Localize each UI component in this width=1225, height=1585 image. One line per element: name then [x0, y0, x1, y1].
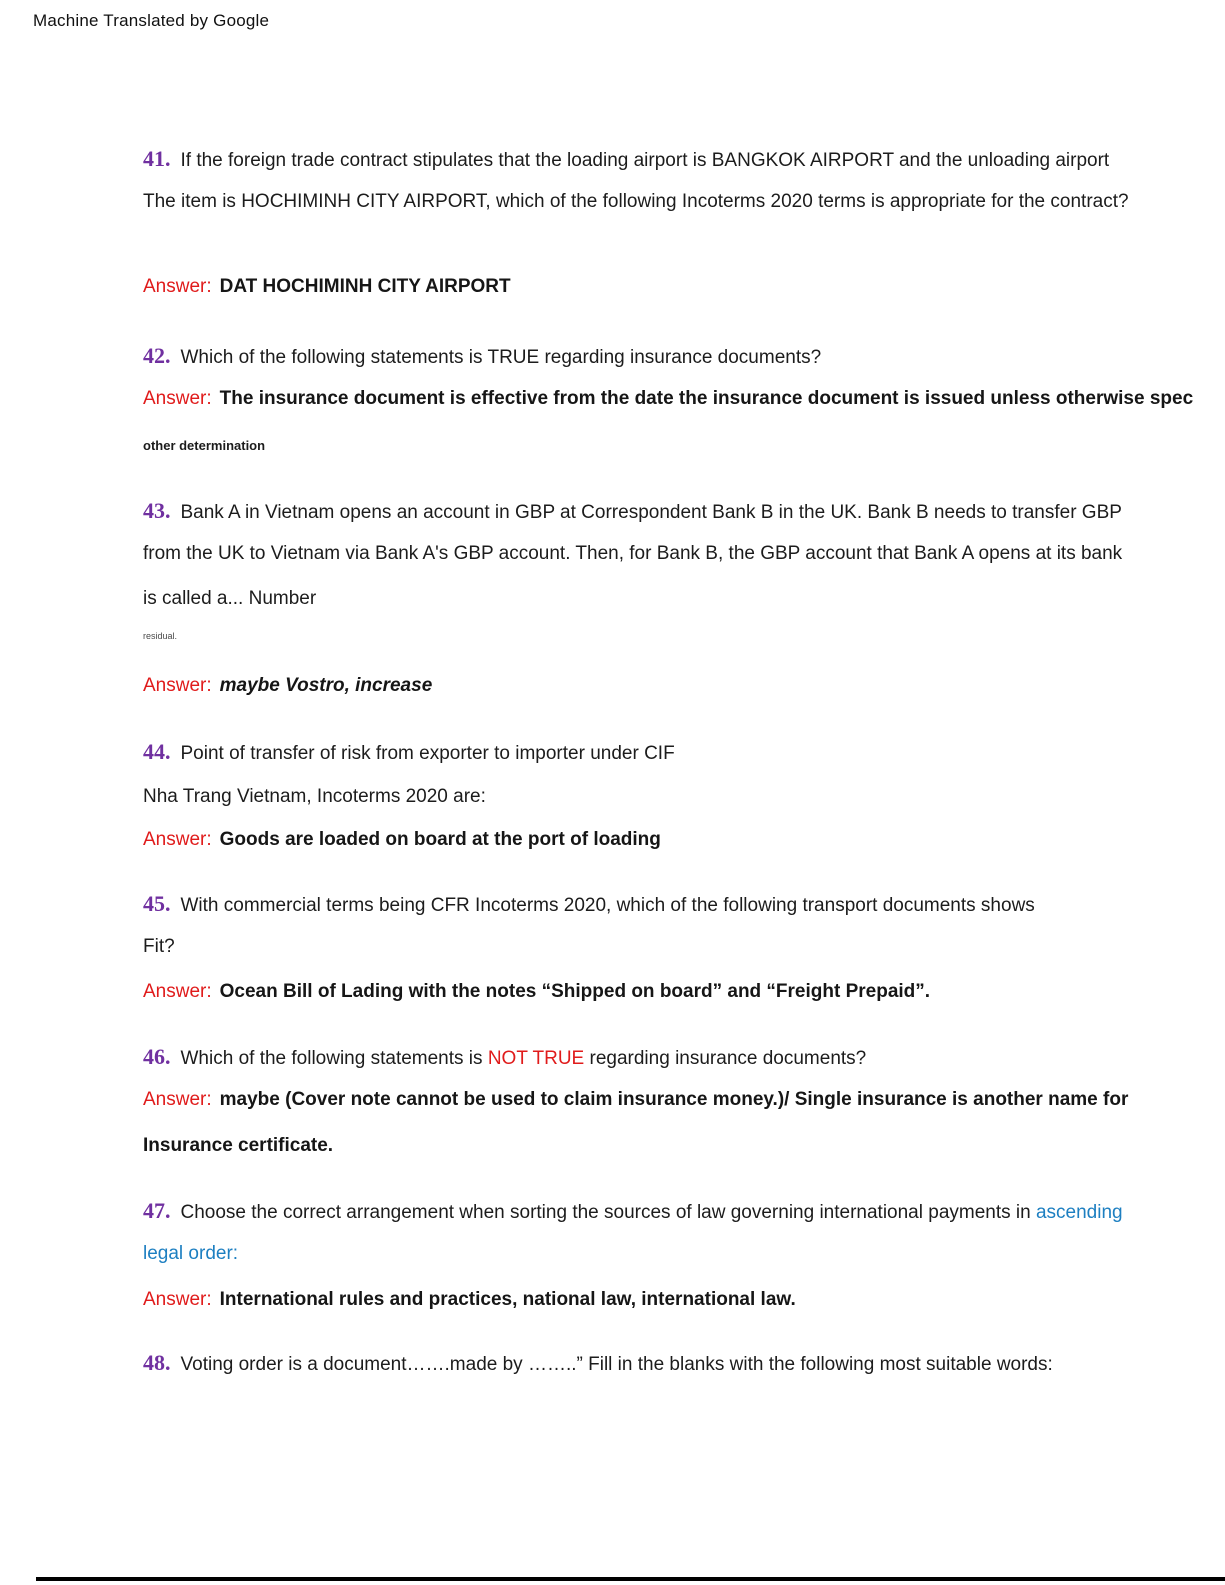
question-45-text: With commercial terms being CFR Incoterms 2020, which of the following transport documents shows [180, 895, 1035, 916]
question-46-answer-line-2 [143, 1135, 333, 1157]
question-48-number: 48. [143, 1350, 171, 1375]
question-43-answer [143, 675, 432, 697]
answer-label: Answer: [143, 675, 212, 696]
question-43-line-2: from the UK to Vietnam via Bank A's GBP account. Then, for Bank B, the GBP account that Bank A opens at its bank [143, 543, 1123, 564]
answer-label: Answer: [143, 1289, 212, 1310]
question-42-answer-note: other determination [143, 438, 266, 453]
question-47-text-part1: Choose the correct arrangement when sorting the sources of law governing international payments in [180, 1202, 1036, 1223]
question-43-number: 43. [143, 498, 171, 523]
question-46-text-part1: Which of the following statements is [180, 1048, 488, 1069]
question-45-line-1 [143, 891, 1035, 917]
answer-text: maybe Vostro, increase [219, 675, 433, 696]
question-46-line-1 [143, 1044, 866, 1070]
question-41-line-1 [143, 146, 1109, 172]
question-43-text: Bank A in Vietnam opens an account in GBP at Correspondent Bank B in the UK. Bank B needs to transfer GBP [180, 502, 1122, 523]
question-45-number: 45. [143, 891, 171, 916]
answer-label: Answer: [143, 829, 212, 850]
question-41-text: If the foreign trade contract stipulates that the loading airport is BANGKOK AIRPORT and the unloading airport [180, 150, 1110, 171]
question-42-line-1 [143, 343, 821, 369]
answer-label: Answer: [143, 981, 212, 1002]
question-44-line-1 [143, 739, 675, 765]
question-46-number: 46. [143, 1044, 171, 1069]
question-45-answer [143, 981, 930, 1003]
question-44-line-2: Nha Trang Vietnam, Incoterms 2020 are: [143, 786, 486, 807]
question-43-line-1 [143, 498, 1122, 524]
answer-label: Answer: [143, 276, 212, 297]
question-42-text: Which of the following statements is TRUE regarding insurance documents? [180, 347, 822, 368]
question-46-highlight: NOT TRUE [487, 1048, 585, 1069]
answer-text: DAT HOCHIMINH CITY AIRPORT [219, 276, 511, 297]
answer-text: International rules and practices, national law, international law. [219, 1289, 796, 1310]
question-44-text: Point of transfer of risk from exporter to importer under CIF [180, 743, 675, 764]
question-44-number: 44. [143, 739, 171, 764]
translation-watermark: Machine Translated by Google [33, 11, 270, 30]
question-45-line-2: Fit? [143, 936, 175, 957]
question-48-line-1 [143, 1350, 1053, 1376]
question-42-answer [143, 388, 1193, 410]
question-47-answer [143, 1289, 796, 1311]
question-47-line-2-blue: legal order: [143, 1243, 239, 1264]
question-41-number: 41. [143, 146, 171, 171]
question-43-tiny-note: residual. [143, 631, 178, 641]
question-41-line-2: The item is HOCHIMINH CITY AIRPORT, which of the following Incoterms 2020 terms is appropriate for the contract? [143, 191, 1129, 212]
question-46-answer-line-1 [143, 1089, 1128, 1111]
question-47-blue-text: ascending [1035, 1202, 1123, 1223]
question-44-answer [143, 829, 661, 851]
question-42-number: 42. [143, 343, 171, 368]
question-47-number: 47. [143, 1198, 171, 1223]
answer-text-continued: Insurance certificate. [143, 1135, 334, 1156]
question-46-text-part2: regarding insurance documents? [584, 1048, 867, 1069]
question-48-text: Voting order is a document…….made by ……..” Fill in the blanks with the following most suitable words: [180, 1354, 1053, 1375]
answer-text: Ocean Bill of Lading with the notes “Shipped on board” and “Freight Prepaid”. [219, 981, 931, 1002]
answer-label: Answer: [143, 388, 212, 409]
answer-text: The insurance document is effective from the date the insurance document is issued unless otherwise spec [219, 388, 1194, 409]
question-43-line-3: is called a... Number [143, 588, 317, 609]
answer-label: Answer: [143, 1089, 212, 1110]
answer-text: maybe (Cover note cannot be used to claim insurance money.)/ Single insurance is another name for [219, 1089, 1129, 1110]
question-47-line-1 [143, 1198, 1123, 1224]
answer-text: Goods are loaded on board at the port of loading [219, 829, 661, 850]
question-41-answer [143, 276, 511, 298]
page-bottom-border [36, 1577, 1225, 1581]
